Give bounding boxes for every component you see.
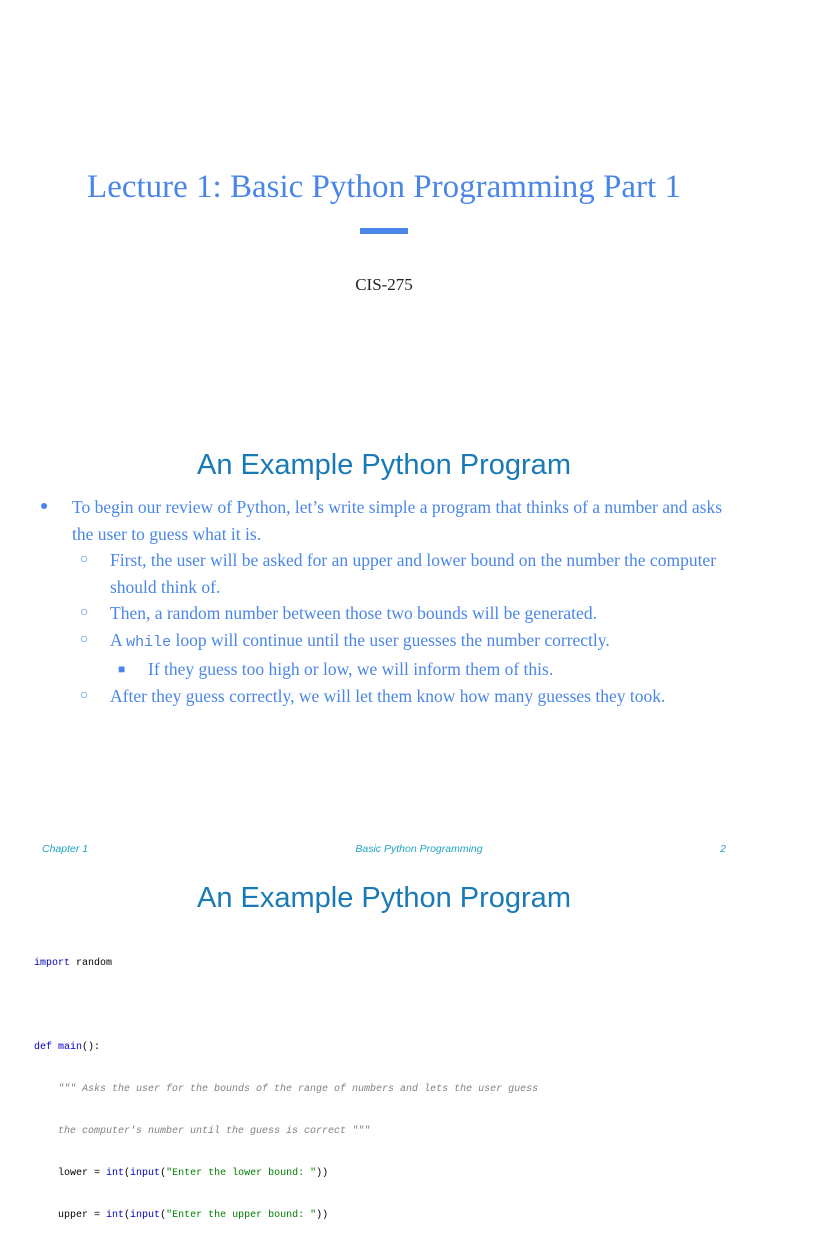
code-builtin: input [130, 1168, 161, 1179]
code-builtin: int [106, 1210, 125, 1221]
lecture-title: Lecture 1: Basic Python Programming Part 1 [87, 169, 681, 205]
bullet-list [40, 494, 740, 709]
code-line [34, 1209, 538, 1223]
sub-sub-bullet-marker: ■ [118, 662, 126, 676]
slide-3-heading: An Example Python Program [197, 882, 571, 914]
code-docstring-line: """ Asks the user for the bounds of the range of numbers and lets the user guess [34, 1084, 539, 1095]
code-blank-line [34, 999, 538, 1013]
code-builtin: int [106, 1168, 125, 1179]
course-code: CIS-275 [355, 275, 413, 294]
sub-bullet-marker: ○ [80, 605, 89, 620]
bullet-item [40, 494, 740, 547]
code-text: lower = [34, 1168, 107, 1179]
code-string: "Enter the upper bound: " [166, 1210, 317, 1221]
inline-code-while: while [126, 633, 172, 651]
code-keyword: def [34, 1042, 53, 1053]
code-text: ( [160, 1168, 167, 1179]
code-line [34, 1167, 538, 1181]
code-text: ( [160, 1210, 167, 1221]
code-block [34, 929, 538, 1251]
code-string: "Enter the lower bound: " [166, 1168, 317, 1179]
bullet-text: To begin our review of Python, let’s write simple a program that thinks of a number and asks the user to guess what it is. [72, 497, 723, 544]
slide-2-heading: An Example Python Program [197, 449, 571, 481]
sub-bullet-item [40, 600, 740, 627]
code-builtin: input [130, 1210, 161, 1221]
title-underline [360, 228, 408, 234]
code-line [34, 957, 538, 971]
code-text: (): [82, 1042, 101, 1053]
footer-chapter: Chapter 1 [42, 843, 89, 855]
code-text: ( [124, 1210, 131, 1221]
code-text: )) [316, 1210, 329, 1221]
code-text: ( [124, 1168, 131, 1179]
sub-bullet-item [40, 627, 740, 657]
code-text: upper = [34, 1210, 107, 1221]
code-function-name: main [52, 1042, 83, 1053]
sub-bullet-marker: ○ [80, 552, 89, 567]
code-text: )) [316, 1168, 329, 1179]
bullet-marker: ● [40, 499, 49, 514]
sub-bullet-marker: ○ [80, 631, 89, 647]
sub-bullet-text: First, the user will be asked for an upper and lower bound on the number the computer should think of. [110, 550, 717, 597]
code-text: random [70, 958, 113, 969]
sub-bullet-text: After they guess correctly, we will let them know how many guesses they took. [110, 685, 666, 706]
sub-bullet-text: Then, a random number between those two bounds will be generated. [110, 603, 597, 623]
footer-page-number: 2 [720, 843, 726, 855]
sub-sub-bullet-item [40, 656, 740, 683]
sub-bullet-text-suffix: loop will continue until the user guesses the number correctly. [171, 629, 610, 650]
sub-bullet-text-prefix: A [110, 629, 127, 650]
sub-bullet-item [40, 683, 740, 710]
code-line [34, 1041, 538, 1055]
code-keyword: import [34, 958, 71, 969]
code-docstring-line: the computer's number until the guess is correct """ [34, 1126, 371, 1137]
sub-sub-bullet-text: If they guess too high or low, we will inform them of this. [148, 659, 554, 679]
sub-bullet-item [40, 547, 740, 600]
sub-bullet-marker: ○ [80, 687, 89, 703]
footer-topic: Basic Python Programming [355, 843, 483, 855]
